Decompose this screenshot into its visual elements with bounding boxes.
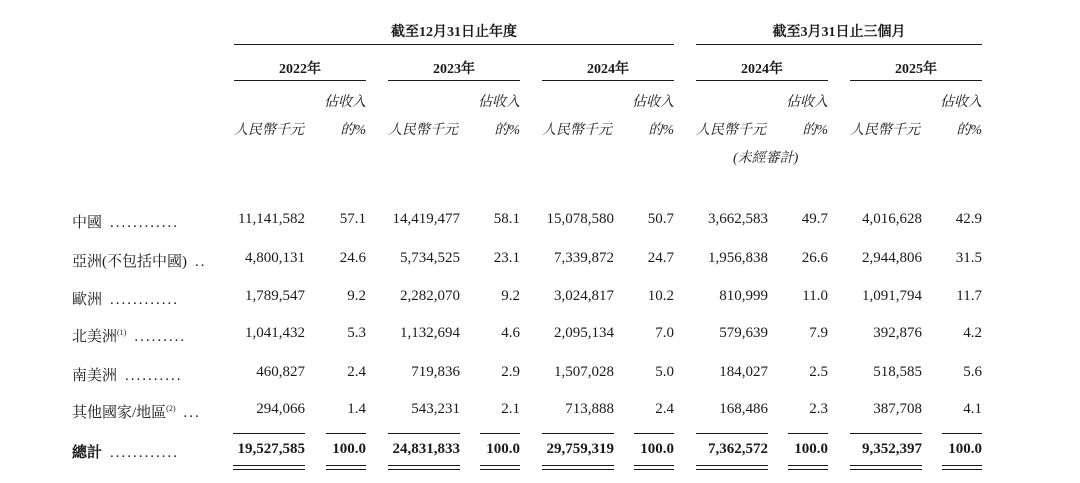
table-row-label — [72, 401, 201, 422]
year-rule — [850, 80, 982, 81]
percent-cell: 2.4 — [347, 364, 366, 380]
subtotal-rule-pct — [788, 433, 828, 434]
table-row-label — [72, 325, 186, 346]
amount-cell: 392,876 — [873, 325, 922, 341]
amount-cell: 3,662,583 — [708, 211, 768, 227]
pct-header-line1: 佔收入 — [786, 95, 828, 110]
total-row-label — [72, 441, 179, 462]
total-double-rule-pct — [942, 465, 982, 466]
table-row-label — [72, 364, 183, 385]
total-double-rule-pct — [480, 465, 520, 466]
amount-cell: 1,132,694 — [400, 325, 460, 341]
row-label-text: 其他國家/地區 — [72, 405, 167, 421]
amount-cell: 3,024,817 — [554, 288, 614, 304]
amount-cell: 2,282,070 — [400, 288, 460, 304]
subtotal-rule-amount — [696, 433, 768, 434]
row-label-text: 歐洲 — [72, 292, 103, 308]
total-double-rule-amount — [542, 465, 614, 466]
amount-cell: 184,027 — [719, 364, 768, 380]
subtotal-rule-pct — [326, 433, 366, 434]
total-double-rule-amount — [696, 469, 768, 470]
percent-cell: 49.7 — [801, 211, 828, 227]
percent-cell: 11.7 — [956, 288, 982, 304]
row-label-text: 中國 — [72, 215, 103, 231]
total-double-rule-pct — [326, 469, 366, 470]
amount-cell: 19,527,585 — [237, 441, 305, 457]
amount-cell: 11,141,582 — [238, 211, 305, 227]
pct-header-line1: 佔收入 — [324, 95, 366, 110]
row-label-text: 北美洲 — [72, 329, 118, 345]
year-header: 2024年 — [741, 62, 783, 77]
total-double-rule-pct — [634, 465, 674, 466]
subtotal-rule-amount — [388, 433, 460, 434]
amount-cell: 7,339,872 — [554, 250, 614, 266]
percent-cell: 50.7 — [647, 211, 674, 227]
amount-cell: 810,999 — [719, 288, 768, 304]
pct-header-line2: 的% — [956, 123, 982, 138]
percent-cell: 58.1 — [493, 211, 520, 227]
pct-header-line1: 佔收入 — [632, 95, 674, 110]
amount-cell: 9,352,397 — [862, 441, 922, 457]
total-double-rule-amount — [542, 469, 614, 470]
subtotal-rule-amount — [233, 433, 305, 434]
amount-cell: 7,362,572 — [708, 441, 768, 457]
total-double-rule-pct — [326, 465, 366, 466]
year-header: 2025年 — [895, 62, 937, 77]
total-double-rule-pct — [942, 469, 982, 470]
q-group-rule — [696, 44, 982, 45]
amount-cell: 460,827 — [256, 364, 305, 380]
total-double-rule-amount — [233, 465, 305, 466]
percent-cell: 26.6 — [801, 250, 828, 266]
total-double-rule-amount — [850, 469, 922, 470]
percent-cell: 9.2 — [501, 288, 520, 304]
pct-header-line2: 的% — [494, 123, 520, 138]
percent-cell: 100.0 — [948, 441, 982, 457]
total-double-rule-pct — [480, 469, 520, 470]
percent-cell: 7.9 — [809, 325, 828, 341]
table-row-label — [72, 288, 179, 309]
table-row-label — [72, 250, 207, 271]
amount-cell: 1,041,432 — [245, 325, 305, 341]
amount-cell: 2,095,134 — [554, 325, 614, 341]
amount-cell: 713,888 — [565, 401, 614, 417]
percent-cell: 100.0 — [794, 441, 828, 457]
percent-cell: 57.1 — [339, 211, 366, 227]
subtotal-rule-pct — [480, 433, 520, 434]
amount-cell: 518,585 — [873, 364, 922, 380]
amount-cell: 1,956,838 — [708, 250, 768, 266]
percent-cell: 5.3 — [347, 325, 366, 341]
subtotal-rule-amount — [542, 433, 614, 434]
leader-dots: ......... — [134, 329, 187, 345]
leader-dots: .. — [195, 254, 207, 270]
percent-cell: 11.0 — [802, 288, 828, 304]
amount-cell: 24,831,833 — [392, 441, 460, 457]
total-double-rule-amount — [388, 469, 460, 470]
total-double-rule-amount — [696, 465, 768, 466]
percent-cell: 4.2 — [963, 325, 982, 341]
amount-cell: 1,789,547 — [245, 288, 305, 304]
total-double-rule-pct — [788, 465, 828, 466]
q-group-header: 截至3月31日止三個月 — [772, 25, 906, 40]
leader-dots: ............ — [110, 292, 180, 308]
total-double-rule-pct — [634, 469, 674, 470]
percent-cell: 5.0 — [655, 364, 674, 380]
percent-cell: 4.6 — [501, 325, 520, 341]
year-header: 2024年 — [587, 62, 629, 77]
leader-dots: ............ — [110, 215, 180, 231]
year-rule — [388, 80, 520, 81]
amount-cell: 29,759,319 — [546, 441, 614, 457]
percent-cell: 24.6 — [339, 250, 366, 266]
leader-dots: ............ — [110, 445, 180, 461]
pct-header-line1: 佔收入 — [478, 95, 520, 110]
percent-cell: 5.6 — [963, 364, 982, 380]
fy-group-header: 截至12月31日止年度 — [391, 25, 517, 40]
year-rule — [542, 80, 674, 81]
amount-cell: 387,708 — [873, 401, 922, 417]
percent-cell: 100.0 — [486, 441, 520, 457]
amount-cell: 719,836 — [411, 364, 460, 380]
footnote-marker: (2) — [166, 404, 176, 413]
fy-group-rule — [234, 44, 674, 45]
amount-cell: 5,734,525 — [400, 250, 460, 266]
subtotal-rule-pct — [634, 433, 674, 434]
subtotal-rule-pct — [942, 433, 982, 434]
amount-cell: 1,091,794 — [862, 288, 922, 304]
amount-cell: 579,639 — [719, 325, 768, 341]
percent-cell: 7.0 — [655, 325, 674, 341]
percent-cell: 9.2 — [347, 288, 366, 304]
amount-unit-header: 人民幣千元 — [850, 123, 920, 138]
pct-header-line2: 的% — [802, 123, 828, 138]
pct-header-line1: 佔收入 — [940, 95, 982, 110]
percent-cell: 4.1 — [963, 401, 982, 417]
year-rule — [234, 80, 366, 81]
amount-unit-header: 人民幣千元 — [388, 123, 458, 138]
percent-cell: 2.9 — [501, 364, 520, 380]
percent-cell: 100.0 — [332, 441, 366, 457]
total-double-rule-pct — [788, 469, 828, 470]
percent-cell: 2.5 — [809, 364, 828, 380]
year-rule — [696, 80, 828, 81]
amount-cell: 294,066 — [256, 401, 305, 417]
leader-dots: ... — [183, 405, 201, 421]
row-label-text: 總計 — [72, 445, 103, 461]
total-double-rule-amount — [233, 469, 305, 470]
amount-cell: 543,231 — [411, 401, 460, 417]
year-header: 2022年 — [279, 62, 321, 77]
leader-dots: .......... — [125, 368, 183, 384]
row-label-text: 亞洲(不包括中國) — [72, 254, 187, 270]
percent-cell: 2.1 — [501, 401, 520, 417]
footnote-marker: (1) — [117, 328, 127, 337]
subtotal-rule-amount — [850, 433, 922, 434]
amount-unit-header: 人民幣千元 — [696, 123, 766, 138]
percent-cell: 42.9 — [955, 211, 982, 227]
amount-cell: 4,016,628 — [862, 211, 922, 227]
amount-cell: 4,800,131 — [245, 250, 305, 266]
pct-header-line2: 的% — [648, 123, 674, 138]
unaudited-note: (未經審計) — [733, 151, 799, 166]
percent-cell: 1.4 — [347, 401, 366, 417]
amount-unit-header: 人民幣千元 — [234, 123, 304, 138]
percent-cell: 2.3 — [809, 401, 828, 417]
percent-cell: 10.2 — [647, 288, 674, 304]
percent-cell: 100.0 — [640, 441, 674, 457]
amount-cell: 14,419,477 — [392, 211, 460, 227]
amount-cell: 1,507,028 — [554, 364, 614, 380]
year-header: 2023年 — [433, 62, 475, 77]
pct-header-line2: 的% — [340, 123, 366, 138]
amount-cell: 2,944,806 — [862, 250, 922, 266]
amount-unit-header: 人民幣千元 — [542, 123, 612, 138]
amount-cell: 15,078,580 — [546, 211, 614, 227]
row-label-text: 南美洲 — [72, 368, 118, 384]
percent-cell: 23.1 — [493, 250, 520, 266]
table-row-label — [72, 211, 179, 232]
amount-cell: 168,486 — [719, 401, 768, 417]
percent-cell: 2.4 — [655, 401, 674, 417]
percent-cell: 31.5 — [955, 250, 982, 266]
percent-cell: 24.7 — [647, 250, 674, 266]
total-double-rule-amount — [850, 465, 922, 466]
total-double-rule-amount — [388, 465, 460, 466]
